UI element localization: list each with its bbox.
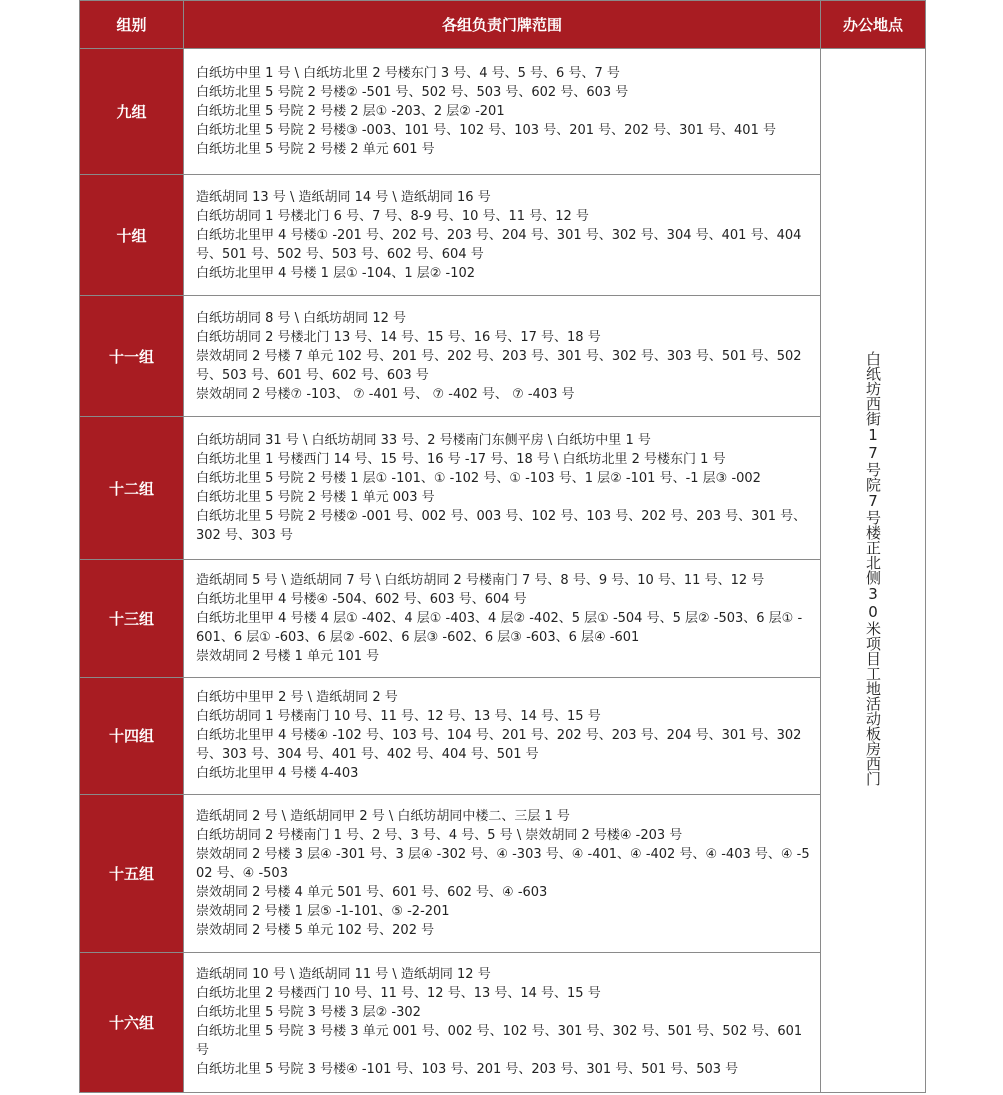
range-line: 白纸坊北里甲 4 号楼 4 层① -402、4 层① -403、4 层② -402、5 层① -504 号、5 层② -503、6 层① -601、6 层① -603、6 层② -602、6 层③ -602、6 层③ -603、6 层④ -601 [196, 611, 803, 645]
range-line: 白纸坊胡同 2 号楼南门 1 号、2 号、3 号、4 号、5 号 \ 崇效胡同 2 号楼④ -203 号 [196, 827, 683, 843]
office-location-cell [821, 49, 926, 1093]
group-range-cell [184, 296, 821, 417]
range-line: 白纸坊北里 2 号楼西门 10 号、11 号、12 号、13 号、14 号、15 号 [196, 986, 601, 1002]
group-range-cell [184, 49, 821, 175]
group-name: 九组 [80, 49, 184, 175]
range-line: 白纸坊北里 5 号院 2 号楼 2 单元 601 号 [196, 142, 435, 158]
range-line: 白纸坊胡同 1 号楼南门 10 号、11 号、12 号、13 号、14 号、15 号 [196, 709, 601, 725]
table-row [80, 952, 926, 1092]
range-line: 白纸坊北里 5 号院 2 号楼② -501 号、502 号、503 号、602 号、603 号 [196, 85, 629, 101]
range-line: 白纸坊北里甲 4 号楼 1 层① -104、1 层② -102 [196, 265, 476, 281]
header-range: 各组负责门牌范围 [184, 1, 821, 49]
range-line: 白纸坊北里 5 号院 2 号楼 2 层① -203、2 层② -201 [196, 104, 505, 120]
range-line: 造纸胡同 13 号 \ 造纸胡同 14 号 \ 造纸胡同 16 号 [196, 189, 491, 205]
group-name: 十四组 [80, 677, 184, 794]
range-line: 白纸坊北里 1 号楼西门 14 号、15 号、16 号 -17 号、18 号 \ 白纸坊北里 2 号楼东门 1 号 [196, 452, 726, 468]
range-line: 白纸坊北里 5 号院 2 号楼③ -003、101 号、102 号、103 号、201 号、202 号、301 号、401 号 [196, 123, 776, 139]
range-line: 白纸坊胡同 2 号楼北门 13 号、14 号、15 号、16 号、17 号、18 号 [196, 329, 601, 345]
header-group: 组别 [80, 1, 184, 49]
range-line: 白纸坊胡同 31 号 \ 白纸坊胡同 33 号、2 号楼南门东侧平房 \ 白纸坊中里 1 号 [196, 433, 651, 449]
range-line: 崇效胡同 2 号楼 4 单元 501 号、601 号、602 号、④ -603 [196, 884, 548, 900]
range-line: 白纸坊北里甲 4 号楼 4-403 [196, 766, 359, 782]
range-line: 崇效胡同 2 号楼 1 层⑤ -1-101、⑤ -2-201 [196, 903, 450, 919]
range-line: 崇效胡同 2 号楼⑦ -103、 ⑦ -401 号、 ⑦ -402 号、 ⑦ -403 号 [196, 386, 575, 402]
range-line: 白纸坊北里 5 号院 3 号楼④ -101 号、103 号、201 号、203 号、301 号、501 号、503 号 [196, 1062, 739, 1078]
table-row [80, 560, 926, 677]
group-range-cell [184, 677, 821, 794]
range-line: 白纸坊北里 5 号院 2 号楼 1 单元 003 号 [196, 490, 435, 506]
header-office: 办公地点 [821, 1, 926, 49]
group-range-cell [184, 560, 821, 677]
range-line: 白纸坊北里 5 号院 3 号楼 3 层② -302 [196, 1005, 421, 1021]
range-line: 崇效胡同 2 号楼 5 单元 102 号、202 号 [196, 922, 435, 938]
range-line: 崇效胡同 2 号楼 3 层④ -301 号、3 层④ -302 号、④ -303 号、④ -401、④ -402 号、④ -403 号、④ -502 号、④ -503 [196, 846, 810, 881]
range-line: 白纸坊中里甲 2 号 \ 造纸胡同 2 号 [196, 690, 398, 706]
responsibility-table [79, 0, 926, 1093]
group-range-cell [184, 417, 821, 560]
range-line: 白纸坊北里 5 号院 2 号楼② -001 号、002 号、003 号、102 号、103 号、202 号、203 号、301 号、302 号、303 号 [196, 509, 807, 544]
group-name: 十五组 [80, 794, 184, 952]
office-location-text: 白纸坊西街17号院7号楼正北侧30米项目工地活动板房西门 [864, 351, 882, 786]
group-range-cell [184, 952, 821, 1092]
group-range-cell [184, 794, 821, 952]
range-line: 白纸坊北里 5 号院 2 号楼 1 层① -101、① -102 号、① -103 号、1 层② -101 号、-1 层③ -002 [196, 471, 761, 487]
group-name: 十六组 [80, 952, 184, 1092]
table-row [80, 49, 926, 175]
table-row [80, 417, 926, 560]
range-line: 崇效胡同 2 号楼 1 单元 101 号 [196, 649, 380, 664]
table-header-row [80, 1, 926, 49]
group-name: 十二组 [80, 417, 184, 560]
range-line: 造纸胡同 10 号 \ 造纸胡同 11 号 \ 造纸胡同 12 号 [196, 967, 491, 983]
table-row [80, 794, 926, 952]
range-line: 造纸胡同 2 号 \ 造纸胡同甲 2 号 \ 白纸坊胡同中楼二、三层 1 号 [196, 808, 570, 824]
group-name: 十一组 [80, 296, 184, 417]
group-range-cell [184, 175, 821, 296]
group-name: 十三组 [80, 560, 184, 677]
group-name: 十组 [80, 175, 184, 296]
range-line: 白纸坊胡同 8 号 \ 白纸坊胡同 12 号 [196, 310, 406, 326]
range-line: 白纸坊北里 5 号院 3 号楼 3 单元 001 号、002 号、102 号、301 号、302 号、501 号、502 号、601 号 [196, 1024, 803, 1059]
range-line: 白纸坊北里甲 4 号楼④ -504、602 号、603 号、604 号 [196, 592, 527, 607]
table-row [80, 677, 926, 794]
table-row [80, 296, 926, 417]
range-line: 白纸坊北里甲 4 号楼① -201 号、202 号、203 号、204 号、301 号、302 号、304 号、401 号、404 号、501 号、502 号、503 号、602 号、604 号 [196, 227, 802, 262]
range-line: 白纸坊北里甲 4 号楼④ -102 号、103 号、104 号、201 号、202 号、203 号、204 号、301 号、302 号、303 号、304 号、401 号、402 号、404 号、501 号 [196, 728, 802, 763]
range-line: 造纸胡同 5 号 \ 造纸胡同 7 号 \ 白纸坊胡同 2 号楼南门 7 号、8 号、9 号、10 号、11 号、12 号 [196, 573, 765, 588]
range-line: 白纸坊胡同 1 号楼北门 6 号、7 号、8-9 号、10 号、11 号、12 号 [196, 208, 589, 224]
range-line: 白纸坊中里 1 号 \ 白纸坊北里 2 号楼东门 3 号、4 号、5 号、6 号、7 号 [196, 66, 620, 82]
range-line: 崇效胡同 2 号楼 7 单元 102 号、201 号、202 号、203 号、301 号、302 号、303 号、501 号、502 号、503 号、601 号、602 号、603 号 [196, 348, 802, 383]
table-row [80, 175, 926, 296]
